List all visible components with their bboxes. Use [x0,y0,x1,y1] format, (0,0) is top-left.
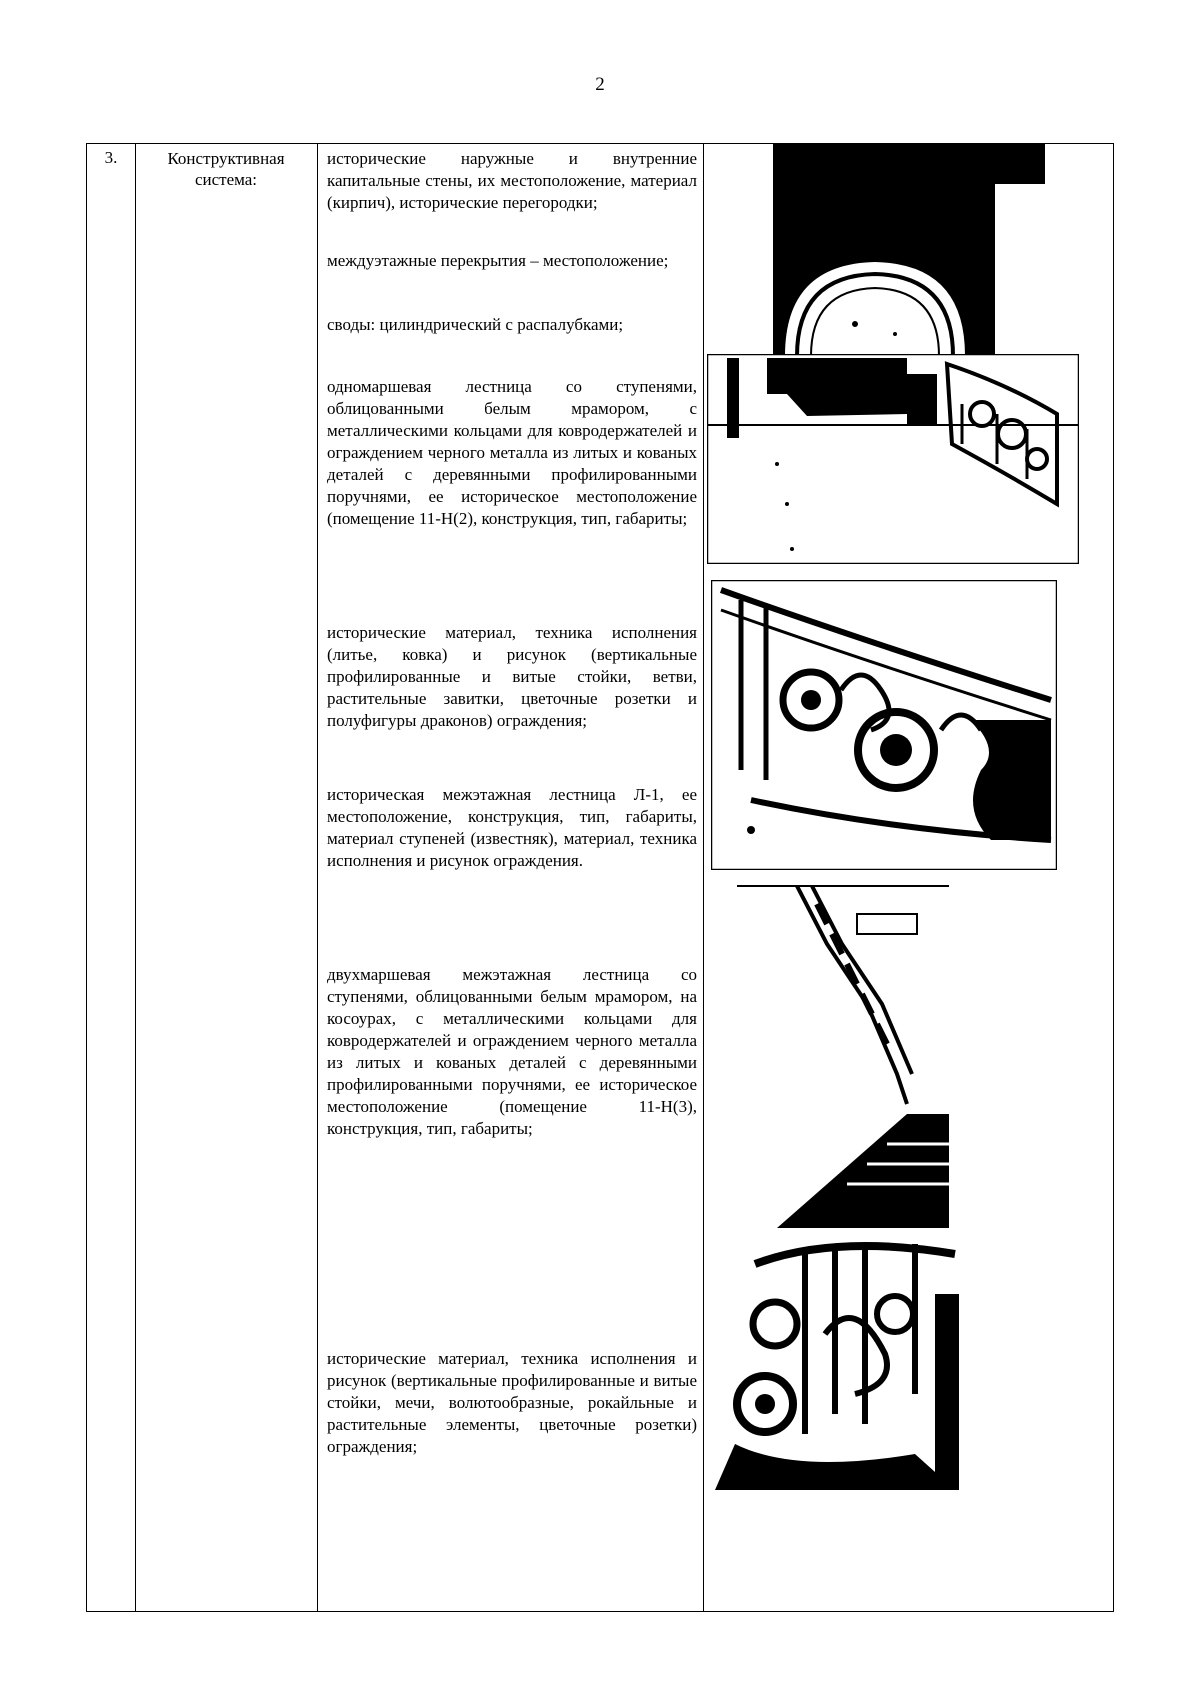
paragraph-railing-materials: исторические материал, техника исполнения (литье, ковка) и рисунок (вертикальные профилированные и витые стойки, ветви, растительные завитки, цветочные розетки и полуфигуры драконов) ограждения; [327,623,697,730]
two-flight-stair-photo [737,884,949,1228]
paragraph-railing-pattern: исторические материал, техника исполнения и рисунок (вертикальные профилированные и витые стойки, мечи, волютообразные, рокайльные и растительные элементы, цветочные розетки) ограждения; [327,1349,697,1456]
column-divider [317,144,318,1611]
paragraph-walls: исторические наружные и внутренние капитальные стены, их местоположение, материал (кирпич), исторические перегородки; [327,149,697,212]
single-flight-stair-photo [707,354,1079,564]
protected-elements-table [86,143,1114,1612]
paragraph-vaults: своды: цилиндрический с распалубками; [327,315,624,334]
paragraph-two-flight-stair: двухмаршевая межэтажная лестница со ступенями, облицованными белым мрамором, на косоурах, с металлическими кольцами для ковродержателей и ограждением черного металла из литых и кованых деталей с деревянными профилированными поручнями, ее историческое местоположение (помещение 11-Н(3), конструкция, тип, габариты; [327,965,697,1138]
railing-detail-photo [711,580,1057,870]
column-divider [135,144,136,1611]
paragraph-floors: междуэтажные перекрытия – местоположение; [327,251,669,270]
vault-photo [765,144,1045,356]
scrollwork-railing-photo [715,1234,959,1490]
paragraph-single-flight-stair: одномаршевая лестница со ступенями, облицованными белым мрамором, с металлическими кольцами для ковродержателей и ограждением черного металла из литых и кованых деталей с деревянными профилированными поручнями, ее историческое местоположение (помещение 11-Н(2), конструкция, тип, габариты; [327,377,697,528]
system-name: Конструктивная система: [167,149,285,189]
page-number: 2 [595,74,605,95]
paragraph-stair-l1: историческая межэтажная лестница Л-1, ее местоположение, конструкция, тип, габариты, материал ступеней (известняк), материал, техника исполнения и рисунок ограждения. [327,785,697,870]
column-divider [703,144,704,1611]
row-number: 3. [104,148,118,167]
